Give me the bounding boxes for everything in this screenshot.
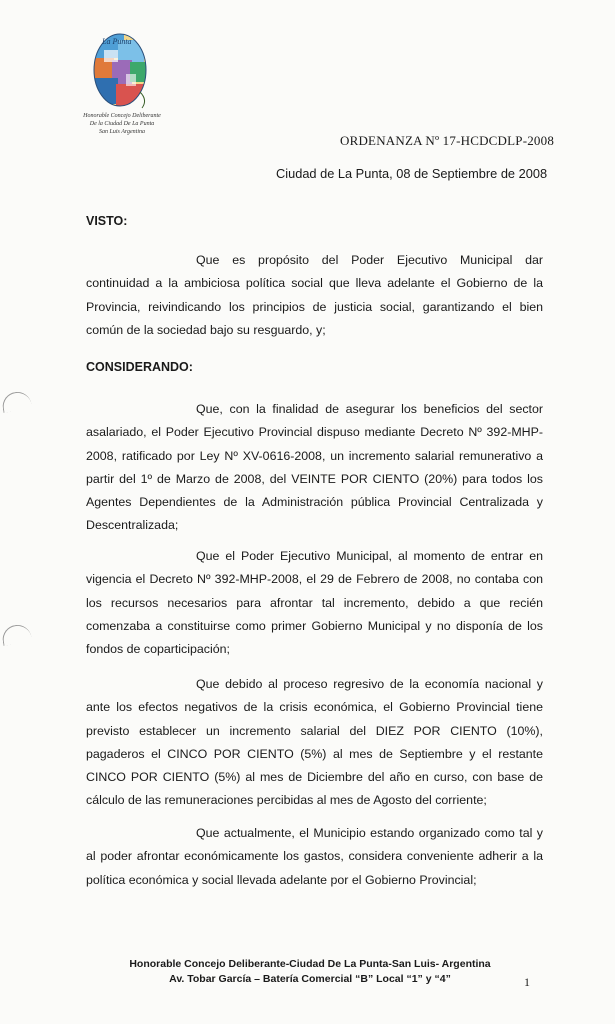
visto-paragraph: Que es propósito del Poder Ejecutivo Municipal dar continuidad a la ambiciosa política social que lleva adelante el Gobierno de la Provincia, reivindicando los principios de justicia social, garantizando el bien común de la sociedad bajo su resguardo, y; bbox=[86, 253, 543, 337]
council-emblem-icon bbox=[88, 30, 156, 110]
ordinance-reference: ORDENANZA Nº 17-HCDCDLP-2008 bbox=[340, 133, 555, 148]
logo-caption bbox=[82, 112, 162, 136]
page-number: 1 bbox=[524, 975, 530, 989]
logo-caption-line: San Luis Argentina bbox=[98, 129, 145, 135]
considerando-paragraph: Que actualmente, el Municipio estando organizado como tal y al poder afrontar económicamente los gastos, considera conveniente adherir a la política económica y social llevada adelante por el Gobierno Provincial; bbox=[86, 826, 543, 887]
visto-heading: VISTO: bbox=[86, 214, 128, 228]
footer-line: Av. Tobar García – Batería Comercial “B” Local “1” y “4” bbox=[169, 973, 451, 985]
page-footer bbox=[100, 957, 520, 987]
considerando-paragraph: Que debido al proceso regresivo de la economía nacional y ante los efectos negativos de la crisis económica, el Gobierno Provincial tiene previsto establecer un incremento salarial del DIEZ POR CIENTO (10%), pagaderos el CINCO POR CIENTO (5%) al mes de Septiembre y el restante CINCO POR CIENTO (5%) al mes de Diciembre del año en curso, con base de cálculo de las remuneraciones percibidas al mes de Agosto del corriente; bbox=[86, 677, 543, 808]
footer-line: Honorable Concejo Deliberante-Ciudad De La Punta-San Luis- Argentina bbox=[129, 958, 491, 970]
considerando-paragraph: Que, con la finalidad de asegurar los beneficios del sector asalariado, el Poder Ejecutivo Provincial dispuso mediante Decreto Nº 392-MHP-2008, ratificado por Ley Nº XV-0616-2008, un incremento salarial remunerativo a partir del 1º de Marzo de 2008, del VEINTE POR CIENTO (20%) para todos los Agentes Dependientes de la Administración pública Provincial Centralizada y Descentralizada; bbox=[86, 402, 543, 533]
punch-hole-mark bbox=[1, 390, 32, 413]
logo-caption-line: Honorable Concejo Deliberante bbox=[83, 113, 161, 119]
logo-caption-line: De la Ciudad De La Punta bbox=[89, 121, 155, 127]
considerando-heading: CONSIDERANDO: bbox=[86, 360, 193, 374]
council-logo bbox=[82, 30, 162, 136]
emblem-text: La Punta bbox=[102, 37, 132, 46]
considerando-paragraph: Que el Poder Ejecutivo Municipal, al momento de entrar en vigencia el Decreto Nº 392-MHP-2008, el 29 de Febrero de 2008, no contaba con los recursos necesarios para afrontar tal incremento, debido a que recién comenzaba a constituirse como primer Gobierno Municipal y no disponía de los fondos de coparticipación; bbox=[86, 549, 543, 657]
punch-hole-mark bbox=[1, 623, 32, 646]
dateline: Ciudad de La Punta, 08 de Septiembre de 2008 bbox=[276, 166, 548, 181]
